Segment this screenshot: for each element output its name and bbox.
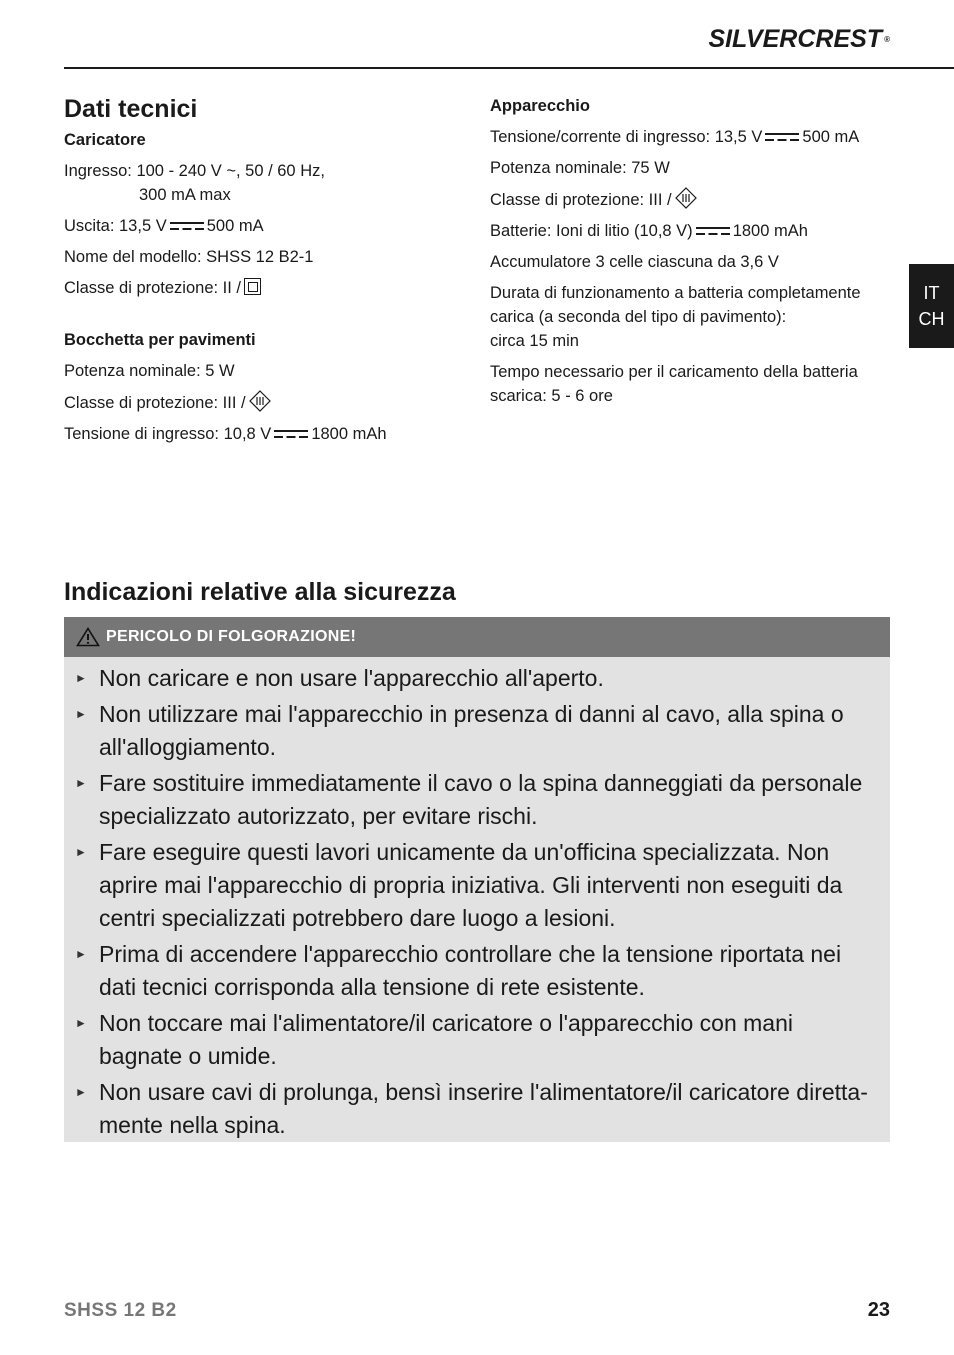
warning-box [64,617,890,1142]
protection-class-iii-icon [249,390,271,412]
list-item-text: Non utilizzare mai l'apparecchio in presenza di danni al cavo, alla spina o all'alloggiamento. [99,701,844,760]
charger-output-current: 500 mA [206,217,264,235]
device-battery [490,219,900,243]
tech-right-column [490,94,900,408]
charger-model: Nome del modello: SHSS 12 B2-1 [64,248,314,266]
dc-symbol-icon [274,428,308,440]
device-runtime-line3: circa 15 min [490,332,579,350]
dc-symbol-icon [696,225,730,237]
charger-heading: Caricatore [64,131,146,149]
list-item-text: Fare sostituire immediatamente il cavo o la spina danneggiati da personale specializzato autorizzato, per evitare rischi. [99,770,863,829]
header-rule [64,67,954,69]
safety-list [64,657,890,1142]
device-current: 500 mA [802,128,860,146]
brand-registered-mark: ® [884,34,890,44]
device-charge-time-line2: scarica: 5 - 6 ore [490,387,613,405]
language-tab-ch: CH [918,309,945,329]
list-item-text: Prima di accendere l'apparecchio controllare che la tensione riportata nei dati tecnici corrisponda alla tensione di rete esistente. [99,941,842,1000]
protection-class-iii-icon [675,187,697,209]
list-item-text: Non caricare e non usare l'apparecchio all'aperto. [99,665,604,691]
warning-header [64,617,890,657]
list-item [64,938,890,1004]
list-item [64,1007,890,1073]
charger-output [64,214,464,238]
dc-symbol-icon [765,131,799,143]
warning-triangle-icon [76,627,100,647]
device-battery-capacity: 1800 mAh [732,222,808,240]
list-item [64,1076,890,1142]
bullet-arrow-icon: ► [75,776,87,790]
floor-protection-text: Classe di protezione: III / [64,394,246,412]
bullet-arrow-icon: ► [75,1016,87,1030]
brand-logo [690,22,890,56]
device-protection-text: Classe di protezione: III / [490,191,672,209]
floor-capacity: 1800 mAh [311,425,387,443]
floor-protection [64,390,464,415]
list-item-text: Non toccare mai l'alimentatore/il caricatore o l'apparecchio con mani bagnate o umide. [99,1010,793,1069]
list-item [64,836,890,935]
tech-title: Dati tecnici [64,95,198,123]
device-battery-text: Batterie: Ioni di litio (10,8 V) [490,222,693,240]
device-runtime-line2: carica (a seconda del tipo di pavimento): [490,308,787,326]
list-item [64,767,890,833]
bullet-arrow-icon: ► [75,947,87,961]
device-protection [490,187,900,212]
list-item [64,698,890,764]
language-tab-it: IT [923,283,940,303]
list-item [64,662,890,695]
device-runtime-line1: Durata di funzionamento a batteria completamente [490,284,861,302]
bullet-arrow-icon: ► [75,1085,87,1099]
tech-left-column [64,94,464,446]
warning-label: PERICOLO DI FOLGORAZIONE! [106,628,357,645]
bullet-arrow-icon: ► [75,707,87,721]
footer-model: SHSS 12 B2 [64,1300,177,1321]
device-charge-time-line1: Tempo necessario per il caricamento della batteria [490,363,858,381]
device-voltage [490,125,900,149]
floor-heading: Bocchetta per pavimenti [64,331,256,349]
dc-symbol-icon [170,220,204,232]
device-power: Potenza nominale: 75 W [490,159,670,177]
page-number: 23 [867,1299,890,1321]
charger-protection [64,276,464,300]
bullet-arrow-icon: ► [75,671,87,685]
floor-power: Potenza nominale: 5 W [64,362,235,380]
list-item-text: Fare eseguire questi lavori unicamente da un'officina specializzata. Non aprire mai l'apparecchio di propria iniziativa. Gli interventi non eseguiti da centri specializzati potrebbero dare luogo a lesioni. [99,839,843,931]
floor-voltage [64,422,464,446]
safety-title: Indicazioni relative alla sicurezza [64,578,456,606]
language-tab [909,264,954,348]
list-item-text: Non usare cavi di prolunga, bensì inserire l'alimentatore/il caricatore diretta-mente nella spina. [99,1079,868,1138]
device-voltage-text: Tensione/corrente di ingresso: 13,5 V [490,128,763,146]
charger-input: Ingresso: 100 - 240 V ~, 50 / 60 Hz, [64,162,325,180]
charger-output-voltage: Uscita: 13,5 V [64,217,167,235]
charger-protection-text: Classe di protezione: II / [64,279,242,297]
charger-input-current: 300 mA max [139,186,231,204]
protection-class-ii-icon [244,278,261,295]
device-cells: Accumulatore 3 celle ciascuna da 3,6 V [490,253,779,271]
floor-voltage-text: Tensione di ingresso: 10,8 V [64,425,272,443]
brand-name: SILVERCREST [708,24,883,53]
bullet-arrow-icon: ► [75,845,87,859]
device-heading: Apparecchio [490,97,590,115]
